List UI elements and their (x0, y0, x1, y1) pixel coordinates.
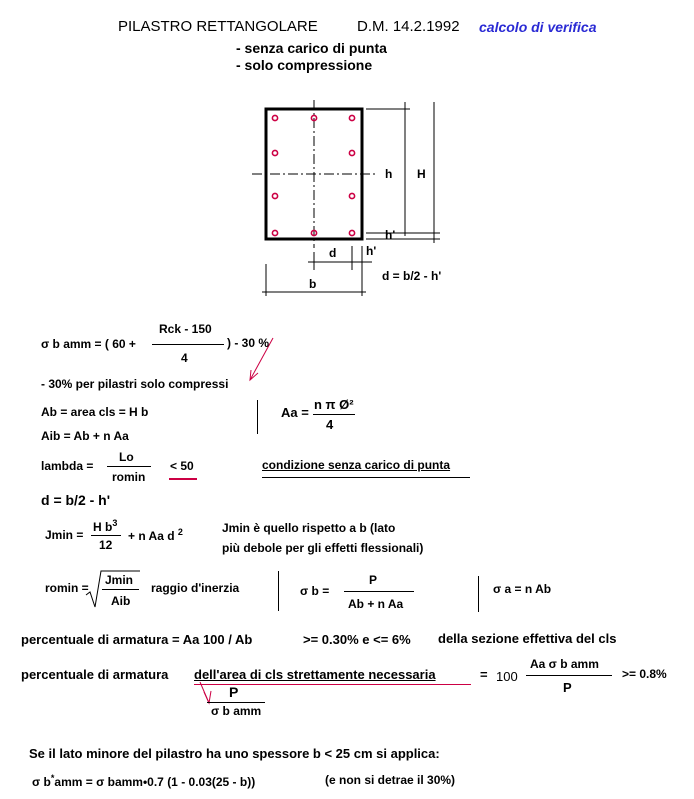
condition-no-buckling: - senza carico di punta (236, 40, 387, 56)
rebar (272, 193, 277, 198)
label-H: H (417, 167, 426, 181)
sigma-amm-numerator: Rck - 150 (159, 322, 212, 336)
label-b: b (309, 277, 317, 291)
perc2-necessary-area: dell'area di cls strettamente necessaria (194, 667, 436, 682)
rebar (349, 230, 354, 235)
fraction-bar (526, 675, 612, 676)
condition-rule (262, 477, 470, 478)
reduced-note: (e non si detrae il 30%) (325, 773, 456, 787)
jmin-numerator-exp: 3 (112, 518, 118, 528)
romin-label: raggio d'inerzia (151, 581, 240, 595)
page-title: PILASTRO RETTANGOLARE (118, 18, 318, 35)
fraction-bar (91, 535, 121, 536)
fraction-bar (102, 589, 139, 590)
sigma-b-numerator: P (369, 573, 378, 587)
sigma-amm-right: ) - 30 % (227, 336, 270, 350)
lambda-denominator: romin (112, 470, 146, 484)
jmin-denominator: 12 (99, 538, 113, 552)
perc1-formula: percentuale di armatura = Aa 100 / Ab (21, 632, 253, 647)
separator (478, 576, 479, 612)
fraction-bar (207, 702, 265, 703)
d-formula-figure: d = b/2 - h' (382, 269, 442, 283)
reduced-star: * (50, 773, 55, 783)
label-h-prime: h' (385, 228, 396, 242)
perc2-numerator: Aa σ b amm (530, 657, 599, 671)
jmin-right-base: + n Aa d (128, 529, 175, 543)
reduced-dot: • (142, 775, 148, 789)
jmin-numerator-base: H b (93, 520, 113, 534)
fraction-bar (107, 466, 151, 467)
sigma-amm-left: σ b amm = ( 60 + (41, 337, 136, 351)
ab-formula: Ab = area cls = H b (41, 405, 149, 419)
jmin-note-1: Jmin è quello rispetto a b (lato (222, 521, 396, 535)
sigma-b-left: σ b = (300, 584, 330, 598)
sigma-b-denominator: Ab + n Aa (348, 597, 404, 611)
note-30-percent: - 30% per pilastri solo compressi (41, 377, 229, 391)
norm-reference: D.M. 14.2.1992 (357, 18, 460, 35)
separator (278, 571, 279, 611)
romin-denominator: Aib (111, 594, 131, 608)
rebar (349, 115, 354, 120)
label-d: d (329, 246, 337, 260)
perc2-label: percentuale di armatura (21, 667, 169, 682)
jmin-note-2: più debole per gli effetti flessionali) (222, 541, 424, 555)
rebar (349, 193, 354, 198)
lambda-numerator: Lo (119, 450, 134, 464)
jmin-right (128, 528, 183, 542)
reduced-formula (32, 774, 255, 788)
d-formula: d = b/2 - h' (41, 492, 111, 508)
lambda-limit: < 50 (170, 459, 194, 473)
rebar (272, 115, 277, 120)
aa-left: Aa = (281, 405, 309, 420)
perc2-denominator: P (563, 680, 572, 695)
sigma-amm-denominator: 4 (181, 351, 188, 365)
rebar (272, 150, 277, 155)
reduced-sigma: σ b (32, 775, 51, 789)
sigma-a-formula: σ a = n Ab (493, 582, 552, 596)
lambda-left: lambda = (41, 459, 94, 473)
perc1-limits: >= 0.30% e <= 6% (303, 632, 411, 647)
separator (257, 400, 258, 434)
label-h: h (385, 167, 393, 181)
lambda-limit-underline (169, 478, 197, 480)
perc2-100: 100 (496, 669, 518, 684)
condition-compression: - solo compressione (236, 57, 373, 73)
fraction-bar (313, 414, 355, 415)
jmin-left: Jmin = (45, 528, 84, 542)
romin-left: romin = (45, 581, 89, 595)
perc2-equals: = (480, 667, 488, 682)
rebar (272, 230, 277, 235)
jmin-numerator (93, 519, 117, 533)
aib-formula: Aib = Ab + n Aa (41, 429, 129, 443)
arrow-head (250, 370, 258, 380)
aa-numerator: n π Ø² (314, 397, 354, 412)
reduced-mid: amm = σ bamm (54, 775, 143, 789)
rebar (349, 150, 354, 155)
reduced-right: 0.7 (1 - 0.03(25 - b)) (147, 775, 256, 789)
fraction-bar (152, 344, 224, 345)
perc2-limit: >= 0.8% (622, 667, 667, 681)
perc2-sub-numerator: P (229, 684, 239, 700)
perc1-note: della sezione effettiva del cls (438, 631, 617, 646)
label-h-prime-bottom: h' (366, 244, 377, 258)
fraction-bar (344, 591, 414, 592)
jmin-right-exp: 2 (177, 527, 183, 537)
aa-denominator: 4 (326, 417, 334, 432)
perc2-sub-denominator: σ b amm (211, 704, 262, 718)
no-buckling-condition: condizione senza carico di punta (262, 458, 451, 472)
small-side-note: Se il lato minore del pilastro ha uno spessore b < 25 cm si applica: (29, 746, 440, 761)
mode-label: calcolo di verifica (479, 19, 597, 35)
romin-numerator: Jmin (105, 573, 134, 587)
